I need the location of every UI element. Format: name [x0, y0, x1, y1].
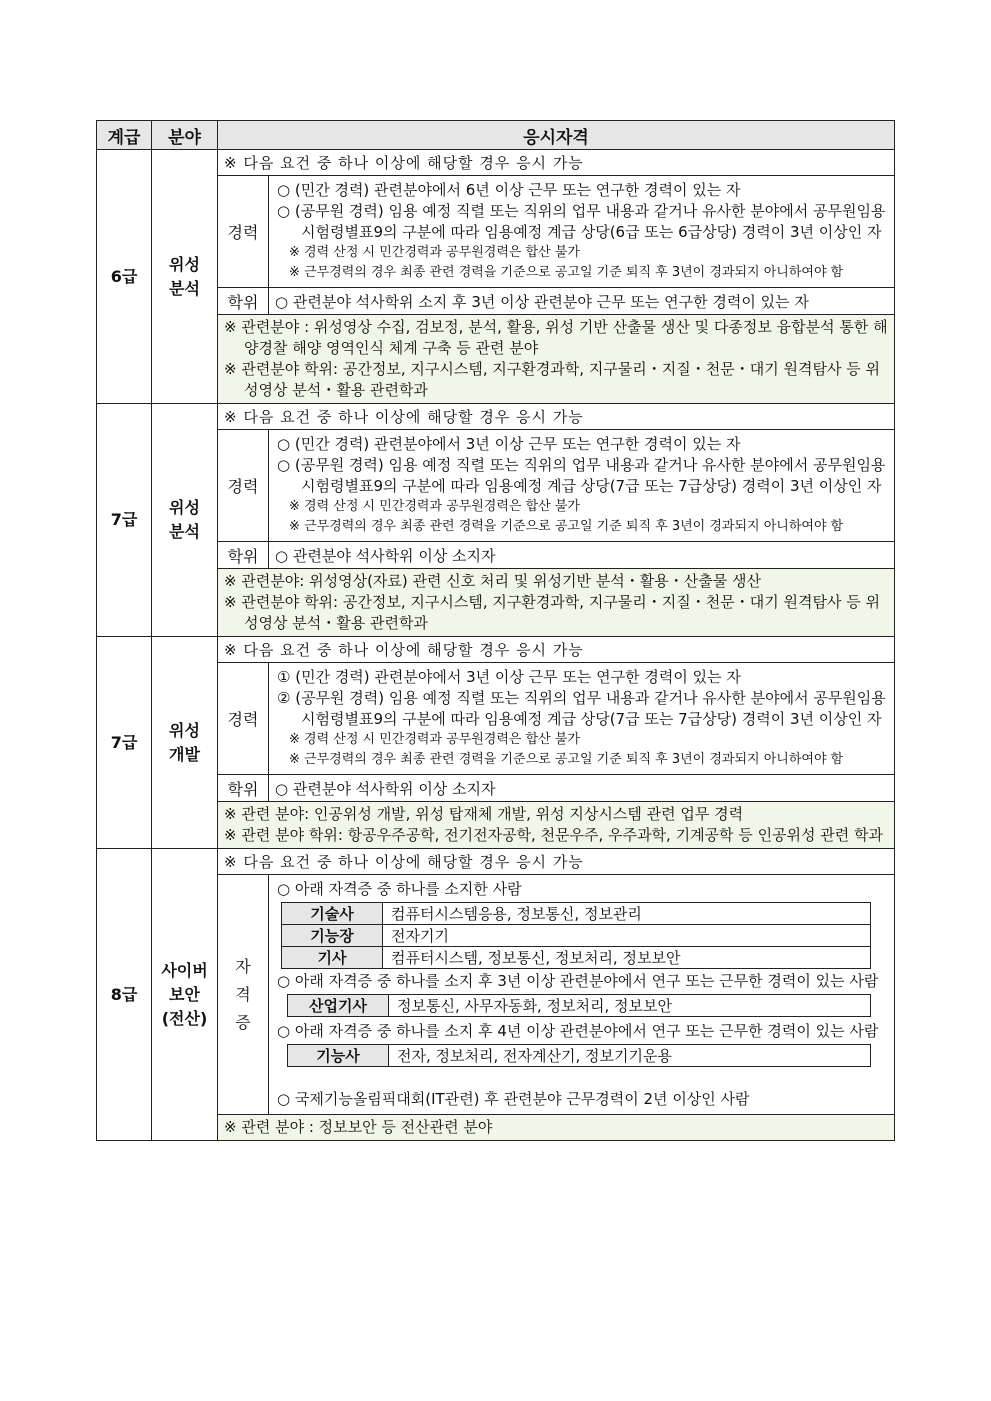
- field-note: ※ 관련 분야 학위: 항공우주공학, 전기전자공학, 천문우주, 우주과학, 기계공학 등 인공위성 관련 학과: [224, 826, 884, 844]
- license-item: ○ 국제기능올림픽대회(IT관련) 후 관련분야 근무경력이 2년 이상인 사람: [277, 1090, 750, 1108]
- career-item: ② (공무원 경력) 임용 예정 직렬 또는 직위의 업무 내용과 같거나 유사한 분야에서 공무원임용시험령별표9의 구분에 따라 임용예정 계급 상당(7급 또는 7급상당) 경력이 3년 이상인 자: [277, 689, 886, 728]
- field-notes: [218, 315, 895, 404]
- license-table-row: [288, 995, 871, 1017]
- degree-text: ○ 관련분야 석사학위 이상 소지자: [269, 542, 895, 569]
- field-note: ※ 관련분야 : 위성영상 수집, 검보정, 분석, 활용, 위성 기반 산출물 생산 및 다종정보 융합분석 통한 해양경찰 해양 영역인식 체계 구축 등 관련 분야: [224, 318, 888, 357]
- license-type: 기술사: [282, 903, 383, 925]
- license-table: [287, 1044, 871, 1067]
- condition-row: [97, 404, 895, 430]
- license-type: 기능사: [288, 1045, 389, 1067]
- degree-label: 학위: [218, 288, 269, 315]
- license-type: 산업기사: [288, 995, 389, 1017]
- career-content: [269, 663, 895, 775]
- field-note: ※ 관련 분야: 인공위성 개발, 위성 탑재체 개발, 위성 지상시스템 관련 업무 경력: [224, 805, 744, 823]
- grade-cell: 7급: [97, 404, 152, 637]
- grade-cell: 6급: [97, 150, 152, 404]
- license-table: [287, 994, 871, 1017]
- field-cell: 위성 분석: [152, 404, 218, 637]
- degree-text: ○ 관련분야 석사학위 소지 후 3년 이상 관련분야 근무 또는 연구한 경력이 있는 자: [269, 288, 895, 315]
- condition-row: [97, 150, 895, 176]
- field-note: ※ 관련분야 학위: 공간정보, 지구시스템, 지구환경과학, 지구물리・지질・천문・대기 원격탐사 등 위성영상 분석・활용 관련학과: [224, 593, 880, 632]
- license-item: ○ 아래 자격증 중 하나를 소지한 사람: [277, 880, 522, 898]
- license-names: 정보통신, 사무자동화, 정보처리, 정보보안: [389, 995, 871, 1017]
- header-field: 분야: [152, 121, 218, 150]
- field-cell: 위성 개발: [152, 637, 218, 849]
- career-content: [269, 430, 895, 542]
- condition-row: [97, 637, 895, 663]
- career-note: ※ 근무경력의 경우 최종 관련 경력을 기준으로 공고일 기준 퇴직 후 3년이 경과되지 아니하여야 함: [289, 752, 844, 767]
- grade-cell: 8급: [97, 849, 152, 1141]
- field-note: ※ 관련분야 학위: 공간정보, 지구시스템, 지구환경과학, 지구물리・지질・천문・대기 원격탐사 등 위성영상 분석・활용 관련학과: [224, 360, 880, 399]
- career-label: 경력: [218, 430, 269, 542]
- career-item: ○ (민간 경력) 관련분야에서 3년 이상 근무 또는 연구한 경력이 있는 자: [277, 435, 741, 453]
- condition-text: ※ 다음 요건 중 하나 이상에 해당할 경우 응시 가능: [218, 849, 895, 875]
- career-note: ※ 근무경력의 경우 최종 관련 경력을 기준으로 공고일 기준 퇴직 후 3년이 경과되지 아니하여야 함: [289, 265, 844, 280]
- header-row: [97, 121, 895, 150]
- field-note: ※ 관련분야: 위성영상(자료) 관련 신호 처리 및 위성기반 분석・활용・산출물 생산: [224, 572, 761, 590]
- field-cell: 위성 분석: [152, 150, 218, 404]
- license-table-row: [282, 925, 871, 947]
- career-item: ① (민간 경력) 관련분야에서 3년 이상 근무 또는 연구한 경력이 있는 자: [277, 668, 741, 686]
- license-content: [269, 875, 895, 1115]
- degree-label: 학위: [218, 542, 269, 569]
- license-table-row: [282, 903, 871, 925]
- header-qualification: 응시자격: [218, 121, 895, 150]
- license-table-row: [288, 1045, 871, 1067]
- career-note: ※ 경력 산정 시 민간경력과 공무원경력은 합산 불가: [289, 245, 580, 260]
- career-item: ○ (공무원 경력) 임용 예정 직렬 또는 직위의 업무 내용과 같거나 유사한 분야에서 공무원임용시험령별표9의 구분에 따라 임용예정 계급 상당(7급 또는 7급상당) 경력이 3년 이상인 자: [277, 456, 886, 495]
- condition-row: [97, 849, 895, 875]
- career-label: 경력: [218, 663, 269, 775]
- license-type: 기능장: [282, 925, 383, 947]
- field-cell: 사이버 보안 (전산): [152, 849, 218, 1141]
- license-names: 컴퓨터시스템, 정보통신, 정보처리, 정보보안: [383, 947, 871, 969]
- condition-text: ※ 다음 요건 중 하나 이상에 해당할 경우 응시 가능: [218, 404, 895, 430]
- degree-text: ○ 관련분야 석사학위 이상 소지자: [269, 775, 895, 802]
- degree-label: 학위: [218, 775, 269, 802]
- header-grade: 계급: [97, 121, 152, 150]
- license-item: ○ 아래 자격증 중 하나를 소지 후 4년 이상 관련분야에서 연구 또는 근무한 경력이 있는 사람: [277, 1022, 879, 1040]
- grade-cell: 7급: [97, 637, 152, 849]
- field-note: ※ 관련 분야 : 정보보안 등 전산관련 분야: [218, 1115, 895, 1141]
- career-item: ○ (공무원 경력) 임용 예정 직렬 또는 직위의 업무 내용과 같거나 유사한 분야에서 공무원임용시험령별표9의 구분에 따라 임용예정 계급 상당(6급 또는 6급상당) 경력이 3년 이상인 자: [277, 202, 886, 241]
- license-type: 기사: [282, 947, 383, 969]
- field-notes: [218, 802, 895, 849]
- qualification-table: [96, 120, 895, 1141]
- license-names: 전자기기: [383, 925, 871, 947]
- field-notes: [218, 569, 895, 637]
- license-table-row: [282, 947, 871, 969]
- license-names: 전자, 정보처리, 전자계산기, 정보기기운용: [389, 1045, 871, 1067]
- license-table: [281, 902, 871, 969]
- career-content: [269, 176, 895, 288]
- career-note: ※ 근무경력의 경우 최종 관련 경력을 기준으로 공고일 기준 퇴직 후 3년이 경과되지 아니하여야 함: [289, 519, 844, 534]
- license-label: 자 격 증: [218, 875, 269, 1115]
- license-item: ○ 아래 자격증 중 하나를 소지 후 3년 이상 관련분야에서 연구 또는 근무한 경력이 있는 사람: [277, 972, 879, 990]
- career-note: ※ 경력 산정 시 민간경력과 공무원경력은 합산 불가: [289, 732, 580, 747]
- license-names: 컴퓨터시스템응용, 정보통신, 정보관리: [383, 903, 871, 925]
- career-note: ※ 경력 산정 시 민간경력과 공무원경력은 합산 불가: [289, 499, 580, 514]
- career-item: ○ (민간 경력) 관련분야에서 6년 이상 근무 또는 연구한 경력이 있는 자: [277, 181, 741, 199]
- condition-text: ※ 다음 요건 중 하나 이상에 해당할 경우 응시 가능: [218, 637, 895, 663]
- condition-text: ※ 다음 요건 중 하나 이상에 해당할 경우 응시 가능: [218, 150, 895, 176]
- career-label: 경력: [218, 176, 269, 288]
